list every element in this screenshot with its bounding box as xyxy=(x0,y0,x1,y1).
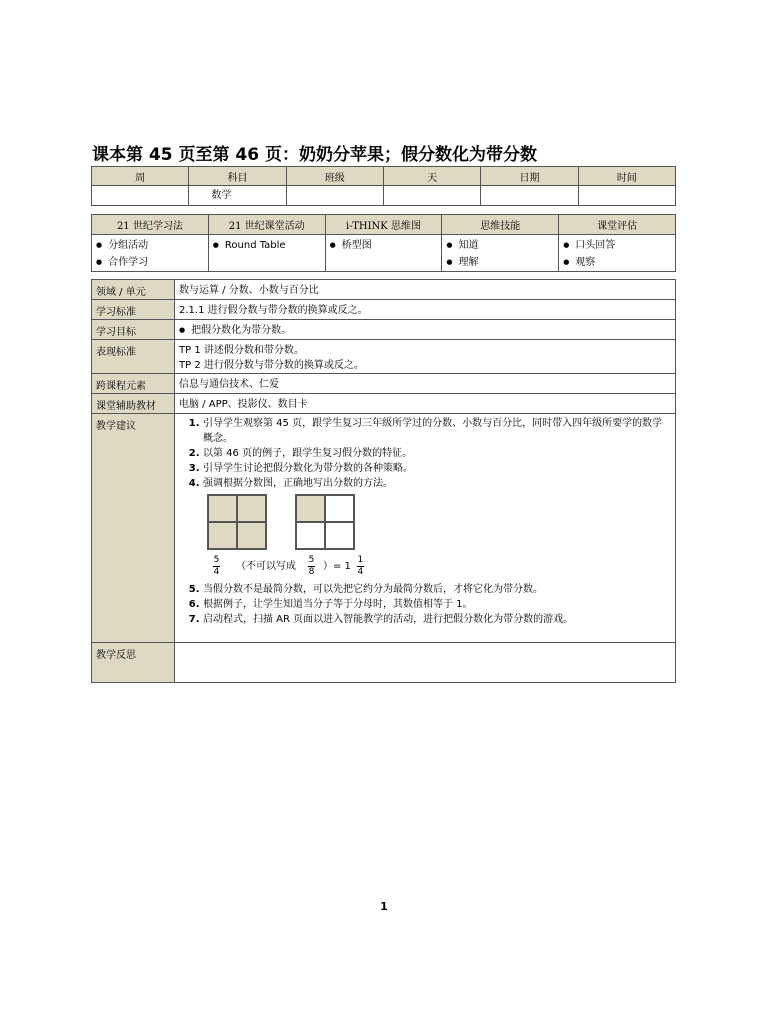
performance-tp2: TP 2 进行假分数与带分数的换算或反之。 xyxy=(179,360,364,371)
header-thinking-skill: 思维技能 xyxy=(442,215,559,235)
suggestion-label: 教学建议 xyxy=(92,414,175,643)
value-time[interactable] xyxy=(578,186,675,206)
shaded-cell xyxy=(237,495,266,522)
fraction-five-quarters xyxy=(213,555,220,578)
list-item: ● 分组活动 xyxy=(96,237,204,254)
domain-value: 数与运算 / 分数、小数与百分比 xyxy=(175,280,676,300)
info-table xyxy=(91,166,676,206)
list-item: ● 桥型图 xyxy=(330,237,438,254)
fraction-denominator: 4 xyxy=(357,566,364,577)
fraction-close: ）= 1 xyxy=(323,560,351,572)
header-day: 天 xyxy=(383,167,480,186)
header-subject: 科目 xyxy=(189,167,286,186)
header-week: 周 xyxy=(92,167,189,186)
value-date[interactable] xyxy=(481,186,578,206)
reflection-label: 教学反思 xyxy=(92,643,175,683)
fraction-five-eighths xyxy=(308,555,315,578)
page-title: 课本第 45 页至第 46 页：奶奶分苹果；假分数化为带分数 xyxy=(92,145,537,165)
objective-label: 学习目标 xyxy=(92,320,175,340)
fraction-numerator: 5 xyxy=(213,554,220,565)
list-item: ● 观察 xyxy=(563,254,671,271)
fraction-numerator: 1 xyxy=(357,554,364,565)
shaded-cell xyxy=(208,495,237,522)
domain-label: 领域 / 单元 xyxy=(92,280,175,300)
shaded-cell xyxy=(296,495,325,522)
list-item: 3. 引导学生讨论把假分数化为带分数的各种策略。 xyxy=(203,461,671,476)
fraction-numerator: 5 xyxy=(308,554,315,565)
learning-method-cell xyxy=(92,235,209,272)
steps-list-b xyxy=(179,582,671,627)
header-date: 日期 xyxy=(481,167,578,186)
list-item: 6. 根据例子，让学生知道当分子等于分母时，其数值相等于 1。 xyxy=(203,597,671,612)
ithink-map-cell xyxy=(325,235,442,272)
list-item: 4. 强调根据分数图，正确地写出分数的方法。 xyxy=(203,476,671,491)
value-subject[interactable]: 数学 xyxy=(189,186,286,206)
shaded-cell xyxy=(237,522,266,549)
class-activity-cell xyxy=(208,235,325,272)
list-item: ● 口头回答 xyxy=(563,237,671,254)
empty-cell xyxy=(296,522,325,549)
shaded-cell xyxy=(208,522,237,549)
materials-value: 电脑 / APP、投影仪、数目卡 xyxy=(175,394,676,414)
performance-tp1: TP 1 讲述假分数和带分数。 xyxy=(179,345,304,356)
header-time: 时间 xyxy=(578,167,675,186)
fraction-note: （不可以写成 xyxy=(236,560,296,572)
empty-cell xyxy=(325,495,354,522)
performance-value xyxy=(175,340,676,374)
fraction-expression xyxy=(213,552,671,580)
cross-curriculum-label: 跨课程元素 xyxy=(92,374,175,394)
empty-cell xyxy=(325,522,354,549)
list-item: ● Round Table xyxy=(213,237,321,254)
header-class: 班级 xyxy=(286,167,383,186)
standard-label: 学习标准 xyxy=(92,300,175,320)
fraction-one-quarter xyxy=(357,555,364,578)
list-item: 5. 当假分数不是最简分数，可以先把它约分为最简分数后，才将它化为带分数。 xyxy=(203,582,671,597)
value-day[interactable] xyxy=(383,186,480,206)
steps-list-a xyxy=(179,416,671,491)
value-class[interactable] xyxy=(286,186,383,206)
performance-label: 表现标准 xyxy=(92,340,175,374)
header-learning-method: 21 世纪学习法 xyxy=(92,215,209,235)
details-table xyxy=(91,279,676,683)
list-item: ● 合作学习 xyxy=(96,254,204,271)
fraction-denominator: 8 xyxy=(308,566,315,577)
list-item: ● 理解 xyxy=(446,254,554,271)
skills-table xyxy=(91,214,676,272)
list-item: 2. 以第 46 页的例子，跟学生复习假分数的特征。 xyxy=(203,446,671,461)
list-item: ● 知道 xyxy=(446,237,554,254)
page-number: 1 xyxy=(380,900,388,913)
value-week[interactable] xyxy=(92,186,189,206)
objective-text: ● 把假分数化为带分数。 xyxy=(179,325,291,336)
list-item: 7. 启动程式，扫描 AR 页面以进入智能教学的活动，进行把假分数化为带分数的游戏。 xyxy=(203,612,671,627)
fraction-diagram-two xyxy=(295,494,355,550)
cross-curriculum-value: 信息与通信技术、仁爱 xyxy=(175,374,676,394)
list-item: 1. 引导学生观察第 45 页，跟学生复习三年级所学过的分数、小数与百分比，同时带入四年级所要学的数学概念。 xyxy=(203,416,671,446)
header-class-activity: 21 世纪课堂活动 xyxy=(208,215,325,235)
fraction-denominator: 4 xyxy=(213,566,220,577)
thinking-skill-cell xyxy=(442,235,559,272)
suggestion-value xyxy=(175,414,676,643)
header-ithink-map: i-THINK 思维图 xyxy=(325,215,442,235)
reflection-value[interactable] xyxy=(175,643,676,683)
standard-value: 2.1.1 进行假分数与带分数的换算或反之。 xyxy=(175,300,676,320)
assessment-cell xyxy=(559,235,676,272)
header-assessment: 课堂评估 xyxy=(559,215,676,235)
fraction-diagram-one xyxy=(207,494,267,550)
materials-label: 课堂辅助教材 xyxy=(92,394,175,414)
objective-value xyxy=(175,320,676,340)
fraction-diagrams xyxy=(207,494,671,550)
